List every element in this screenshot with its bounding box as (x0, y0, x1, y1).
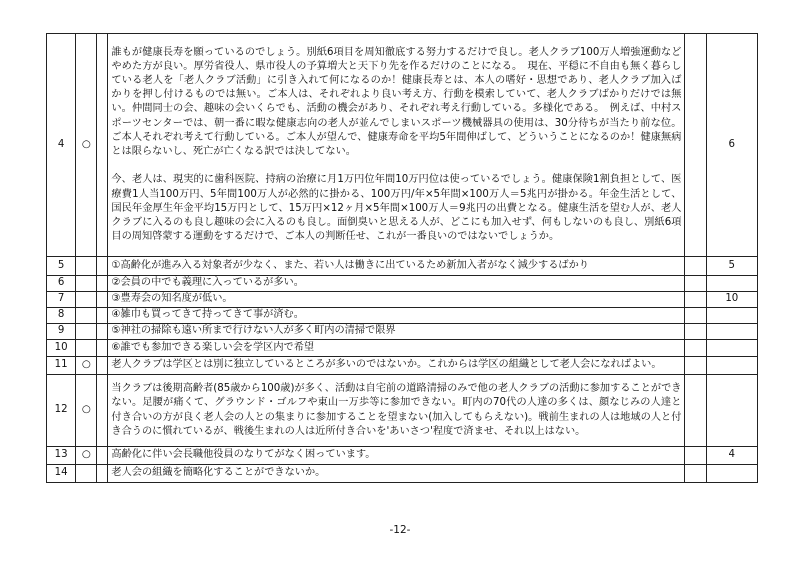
row-gap-cell (97, 357, 108, 375)
row-spacer-cell (685, 340, 706, 357)
row-number: 4 (47, 34, 76, 257)
opinion-paragraph: ①高齢化が進み入る対象者が少なく、また、若い人は働きに出ているため新加入者がなく減少するばかり (111, 259, 589, 271)
row-gap-cell (97, 375, 108, 447)
row-gap-cell (97, 324, 108, 340)
row-count (706, 276, 757, 292)
row-count (706, 324, 757, 340)
table-row (47, 276, 758, 292)
survey-table-body (47, 34, 758, 483)
opinion-text-cell (108, 375, 685, 447)
row-spacer-cell (685, 465, 706, 483)
opinion-text-cell (108, 308, 685, 324)
table-row (47, 375, 758, 447)
row-count: 4 (706, 447, 757, 465)
opinion-text-cell (108, 357, 685, 375)
table-row (47, 292, 758, 308)
opinion-paragraph: ⑤神社の掃除も遠い所まで行けない人が多く町内の清掃で限界 (111, 325, 396, 337)
row-mark: ○ (76, 357, 97, 375)
row-mark (76, 324, 97, 340)
row-mark: ○ (76, 34, 97, 257)
survey-sheet (46, 33, 758, 483)
row-mark (76, 292, 97, 308)
row-number: 12 (47, 375, 76, 447)
opinion-paragraph: 老人会の組織を簡略化することができないか。 (111, 467, 326, 479)
table-row (47, 257, 758, 276)
row-spacer-cell (685, 292, 706, 308)
row-spacer-cell (685, 447, 706, 465)
survey-table (46, 33, 758, 483)
opinion-text-cell (108, 447, 685, 465)
row-spacer-cell (685, 276, 706, 292)
row-number: 6 (47, 276, 76, 292)
row-spacer-cell (685, 257, 706, 276)
row-spacer-cell (685, 357, 706, 375)
table-row (47, 34, 758, 257)
row-mark: ○ (76, 447, 97, 465)
row-mark (76, 308, 97, 324)
row-count (706, 357, 757, 375)
row-count: 6 (706, 34, 757, 257)
row-count: 5 (706, 257, 757, 276)
row-number: 14 (47, 465, 76, 483)
row-gap-cell (97, 308, 108, 324)
row-count (706, 375, 757, 447)
opinion-paragraph: 当クラブは後期高齢者(85歳から100歳)が多く、活動は自宅前の道路清掃のみで他の老人クラブの活動に参加することができない。足腰が痛くて、グラウンド・ゴルフや東山一万歩等に参加できない。町内の70代の人達の多くは、顔なじみの人達と付き合いの方が良く老人会の人との集まりに参加することを望まない(加入してもらえない)。戦前生まれの人は地域の人と付き合うのに慣れているが、戦後生まれの人は近所付き合いを'あいさつ'程度で済ませ、それ以上はない。 (111, 383, 682, 437)
row-gap-cell (97, 276, 108, 292)
row-gap-cell (97, 257, 108, 276)
row-gap-cell (97, 292, 108, 308)
page-number: -12- (389, 524, 411, 536)
opinion-paragraph: 老人クラブは学区とは別に独立しているところが多いのではないか。これからは学区の組織として老人会になればよい。 (111, 359, 662, 371)
opinion-text-cell (108, 340, 685, 357)
row-count (706, 465, 757, 483)
opinion-text-cell (108, 324, 685, 340)
table-row (47, 465, 758, 483)
row-spacer-cell (685, 324, 706, 340)
row-count (706, 340, 757, 357)
opinion-text-cell (108, 276, 685, 292)
opinion-text-cell (108, 257, 685, 276)
row-count: 10 (706, 292, 757, 308)
row-spacer-cell (685, 375, 706, 447)
row-mark (76, 465, 97, 483)
row-gap-cell (97, 465, 108, 483)
table-row (47, 324, 758, 340)
row-mark (76, 257, 97, 276)
row-mark (76, 340, 97, 357)
row-number: 8 (47, 308, 76, 324)
row-number: 9 (47, 324, 76, 340)
opinion-text-cell (108, 34, 685, 257)
row-gap-cell (97, 34, 108, 257)
row-number: 7 (47, 292, 76, 308)
row-gap-cell (97, 447, 108, 465)
row-mark (76, 276, 97, 292)
opinion-paragraph: ⑥誰でも参加できる楽しい会を学区内で希望 (111, 341, 315, 353)
row-number: 11 (47, 357, 76, 375)
opinion-paragraph: ③豊寿会の知名度が低い。 (111, 293, 233, 305)
row-number: 5 (47, 257, 76, 276)
row-count (706, 308, 757, 324)
opinion-paragraph: 今、老人は、現実的に歯科医院、持病の治療に月1万円位年間10万円位は使っているでしょう。健康保険1割負担として、医療費1人当100万円、5年間100万人が必然的に掛かる、100万円/年×5年間×100万人＝5兆円が掛かる。年金生活として、国民年金厚生年金平均15万円として、15万円×12ヶ月×5年間×100万人＝9兆円の出費となる。健康生活を望む人が、老人クラブに入るのも良し趣味の会に入るのも良し。面倒臭いと思える人が、どこにも加入せず、何もしないのも良し、別紙6項目の周知啓蒙する運動をするだけで、ご本人の判断任せ、これが一番良いのではないでしょうか。 (111, 174, 682, 243)
opinion-text-cell (108, 292, 685, 308)
table-row (47, 308, 758, 324)
row-gap-cell (97, 340, 108, 357)
opinion-text-cell (108, 465, 685, 483)
table-row (47, 357, 758, 375)
row-number: 10 (47, 340, 76, 357)
row-mark: ○ (76, 375, 97, 447)
row-number: 13 (47, 447, 76, 465)
opinion-paragraph: 誰もが健康長寿を願っているのでしょう。別紙6項目を周知徹底する努力するだけで良し。老人クラブ100万人増強運動などやめた方が良い。厚労省役人、県市役人の予算増大と天下り先を作るだけのことになる。 現在、平穏に不自由も無く暮らしている老人を「老人クラブ活動」に引き入れて何になるのか！健康長寿とは、本人の嗜好・思想であり、老人クラブ加入ばかりを押し付けるものでは無い。ご本人は、それぞれより良い考え方、行動を模索していて、老人クラブばかりだけでは無い。仲間同士の会、趣味の会いくらでも、活動の機会があり、それぞれ考え行動している。多様化である。 例えば、中村スポーツセンターでは、朝一番に暇な健康志向の老人が並んでしまいスポーツ機械器具の使用は、30分待ちが当たり前な位。ご本人それぞれ考えて行動している。ご本人が望んで、健康寿命を平均5年間伸ばして、どういうことになるのか！健康無病とは限らないし、死亡が亡くなる訳では決してない。 (111, 46, 682, 158)
opinion-paragraph: ④雑巾も買ってきて持ってきて事が済む。 (111, 309, 304, 321)
row-spacer-cell (685, 34, 706, 257)
table-row (47, 447, 758, 465)
opinion-paragraph: ②会員の中でも義理に入っているが多い。 (111, 277, 304, 289)
opinion-paragraph: 高齢化に伴い会長職他役員のなりてがなく困っています。 (111, 449, 376, 461)
table-row (47, 340, 758, 357)
row-spacer-cell (685, 308, 706, 324)
